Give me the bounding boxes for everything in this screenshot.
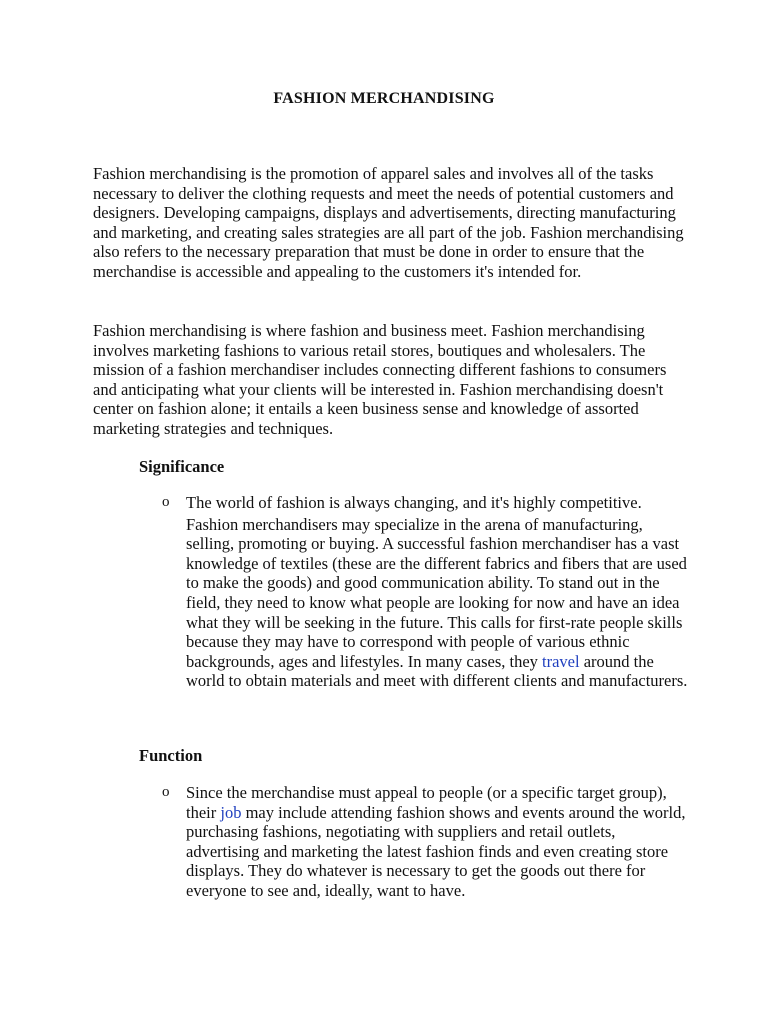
function-text-before-link: Since the merchandise must appeal to people (or a specific target group), their	[186, 783, 667, 822]
bullet-circle-icon: o	[162, 784, 170, 800]
significance-text-after-link: around the world to obtain materials and meet with different clients and manufacturers.	[186, 651, 688, 691]
significance-bullet	[186, 493, 691, 691]
function-bullet	[186, 783, 691, 901]
function-text-after-link: may include attending fashion shows and events around the world, purchasing fashions, negotiating with suppliers and retail outlets, advertising and marketing the latest fashion finds and even creating store displays. They do whatever is necessary to get the goods out there for everyone to see and, ideally, want to have.	[186, 802, 686, 900]
job-link[interactable]: job	[220, 802, 242, 822]
function-heading: Function	[139, 746, 203, 765]
intro-paragraph: Fashion merchandising is the promotion of apparel sales and involves all of the tasks necessary to deliver the clothing requests and meet the needs of potential customers and designers. Developing campaigns, displays and advertisements, directing manufacturing and marketing, and creating sales strategies are all part of the job. Fashion merchandising also refers to the necessary preparation that must be done in order to ensure that the merchandise is accessible and appealing to the customers it's intended for.	[93, 164, 684, 281]
significance-heading: Significance	[139, 457, 225, 476]
significance-text-before-link: Fashion merchandisers may specialize in the arena of manufacturing, selling, promoting or buying. A successful fashion merchandiser has a vast knowledge of textiles (these are the different fabrics and fibers that are used to make the goods) and good communication ability. To stand out in the field, they need to know what people are looking for now and have an idea what they will be seeking in the future. This calls for first-rate people skills because they may have to correspond with people of various ethnic backgrounds, ages and lifestyles. In many cases, they	[186, 514, 687, 671]
document-title: FASHION MERCHANDISING	[273, 90, 495, 107]
travel-link[interactable]: travel	[542, 651, 580, 671]
significance-first-line: The world of fashion is always changing, and it's highly competitive.	[186, 493, 642, 512]
business-paragraph: Fashion merchandising is where fashion and business meet. Fashion merchandising involves marketing fashions to various retail stores, boutiques and wholesalers. The mission of a fashion merchandiser includes connecting different fashions to consumers and anticipating what your clients will be interested in. Fashion merchandising doesn't center on fashion alone; it entails a keen business sense and knowledge of assorted marketing strategies and techniques.	[93, 321, 667, 438]
bullet-circle-icon: o	[162, 494, 170, 510]
